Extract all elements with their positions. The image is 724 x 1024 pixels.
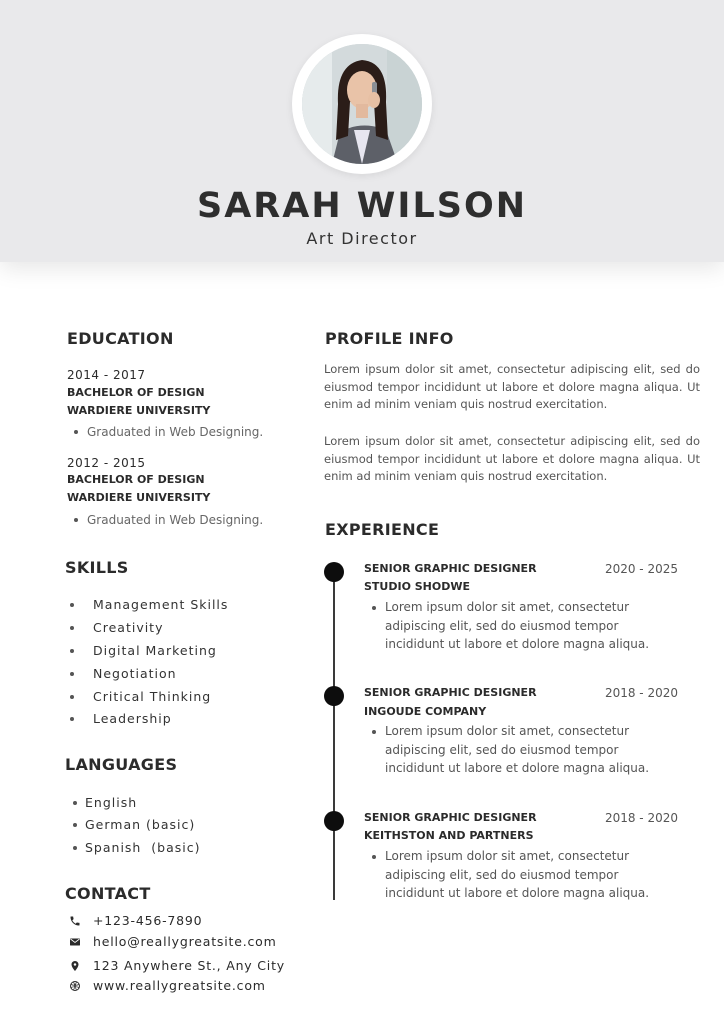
skill-item [70, 620, 164, 635]
job-title: SENIOR GRAPHIC DESIGNER [364, 686, 537, 699]
job-company: STUDIO SHODWE [364, 580, 471, 593]
education-years: 2014 - 2017 [67, 368, 146, 382]
bullet-icon [70, 717, 74, 721]
education-heading: EDUCATION [67, 329, 174, 348]
person-photo-icon [302, 44, 422, 164]
bullet-icon [70, 695, 74, 699]
phone-number: +123-456-7890 [93, 913, 203, 928]
email-icon [68, 935, 82, 949]
skill-label: Management Skills [93, 597, 229, 612]
bullet-icon [73, 846, 77, 850]
education-note-text: Graduated in Web Designing. [87, 425, 264, 439]
contact-address [68, 958, 285, 973]
job-description: Lorem ipsum dolor sit amet, consectetur adipiscing elit, sed do eiusmod tempor incididunt ut labore et dolore magna aliqua. [385, 600, 650, 651]
language-item [73, 795, 137, 810]
profile-paragraph: Lorem ipsum dolor sit amet, consectetur adipiscing elit, sed do eiusmod tempor incididunt ut labore et dolore magna aliqua. Ut enim ad minim veniam quis nostrud exercitation. [324, 362, 700, 411]
education-note-text: Graduated in Web Designing. [87, 513, 264, 527]
skill-label: Critical Thinking [93, 689, 212, 704]
language-label: German (basic) [85, 817, 196, 832]
profile-heading: PROFILE INFO [325, 329, 454, 348]
skills-heading: SKILLS [65, 558, 129, 577]
language-label: Spanish (basic) [85, 840, 201, 855]
contact-website [68, 978, 266, 993]
job-company: INGOUDE COMPANY [364, 705, 487, 718]
education-note [74, 513, 263, 527]
timeline-dot-icon [324, 686, 344, 706]
skill-label: Negotiation [93, 666, 177, 681]
bullet-icon [70, 626, 74, 630]
skill-label: Leadership [93, 711, 172, 726]
skill-item [70, 643, 217, 658]
bullet-icon [70, 649, 74, 653]
phone-icon [68, 914, 82, 928]
bullet-icon [73, 823, 77, 827]
languages-heading: LANGUAGES [65, 755, 178, 774]
skill-item [70, 597, 228, 612]
skill-item [70, 689, 211, 704]
profile-photo [302, 44, 422, 164]
profile-paragraph: Lorem ipsum dolor sit amet, consectetur adipiscing elit, sed do eiusmod tempor incididunt ut labore et dolore magna aliqua. Ut enim ad minim veniam quis nostrud exercitation. [324, 434, 700, 483]
globe-icon [68, 979, 82, 993]
education-degree: BACHELOR OF DESIGN [67, 386, 205, 399]
education-school: WARDIERE UNIVERSITY [67, 491, 211, 504]
timeline-dot-icon [324, 562, 344, 582]
job-company: KEITHSTON AND PARTNERS [364, 829, 534, 842]
email-address[interactable]: hello@reallygreatsite.com [93, 934, 277, 949]
bullet-icon [74, 518, 78, 522]
education-years: 2012 - 2015 [67, 456, 146, 470]
bullet-icon [372, 730, 376, 734]
bullet-icon [70, 672, 74, 676]
job-years: 2018 - 2020 [604, 811, 678, 825]
education-degree: BACHELOR OF DESIGN [67, 473, 205, 486]
skill-label: Creativity [93, 620, 164, 635]
job-description: Lorem ipsum dolor sit amet, consectetur adipiscing elit, sed do eiusmod tempor incididunt ut labore et dolore magna aliqua. [385, 849, 650, 900]
bullet-icon [372, 855, 376, 859]
bullet-icon [74, 430, 78, 434]
timeline-dot-icon [324, 811, 344, 831]
experience-heading: EXPERIENCE [325, 520, 440, 539]
job-description: Lorem ipsum dolor sit amet, consectetur adipiscing elit, sed do eiusmod tempor incididunt ut labore et dolore magna aliqua. [385, 724, 650, 775]
full-name: SARAH WILSON [197, 186, 527, 226]
language-label: English [85, 795, 138, 810]
job-years: 2018 - 2020 [604, 686, 678, 700]
skill-item [70, 666, 177, 681]
language-item [73, 817, 195, 832]
job-title: SENIOR GRAPHIC DESIGNER [364, 811, 537, 824]
education-note [74, 425, 263, 439]
timeline-line [333, 572, 335, 900]
bullet-icon [73, 801, 77, 805]
contact-heading: CONTACT [65, 884, 151, 903]
contact-phone [68, 913, 202, 928]
location-pin-icon [68, 959, 82, 973]
job-title-heading: Art Director [306, 229, 418, 248]
language-item [73, 840, 201, 855]
bullet-icon [372, 606, 376, 610]
job-years: 2020 - 2025 [604, 562, 678, 576]
website-link[interactable]: www.reallygreatsite.com [93, 978, 266, 993]
education-school: WARDIERE UNIVERSITY [67, 404, 211, 417]
profile-photo-frame [292, 34, 432, 174]
header-band [0, 0, 724, 262]
job-title: SENIOR GRAPHIC DESIGNER [364, 562, 537, 575]
contact-email [68, 934, 277, 949]
skill-label: Digital Marketing [93, 643, 217, 658]
street-address: 123 Anywhere St., Any City [93, 958, 285, 973]
skill-item [70, 711, 172, 726]
bullet-icon [70, 603, 74, 607]
